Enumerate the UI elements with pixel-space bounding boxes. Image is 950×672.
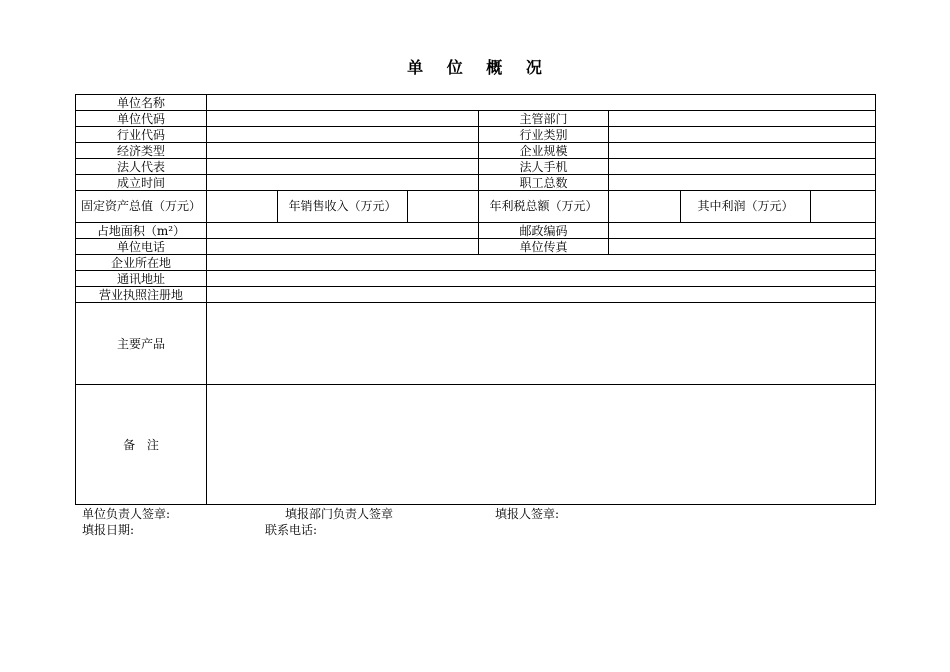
unit-name-field[interactable] <box>207 95 876 111</box>
main-products-field[interactable] <box>207 303 876 385</box>
annual-sales-label: 年销售收入（万元） <box>278 191 408 223</box>
legal-rep-field[interactable] <box>207 159 479 175</box>
license-address-field[interactable] <box>207 287 876 303</box>
page-title: 单 位 概 况 <box>407 58 543 77</box>
industry-type-field[interactable] <box>609 127 876 143</box>
unit-code-field[interactable] <box>207 111 479 127</box>
unit-head-sign-label: 单位负责人签章: <box>82 507 171 521</box>
unit-fax-label: 单位传真 <box>479 239 609 255</box>
supervisor-dept-label: 主管部门 <box>479 111 609 127</box>
mailing-address-label: 通讯地址 <box>76 271 207 287</box>
annual-sales-field[interactable] <box>408 191 479 223</box>
contact-phone-label: 联系电话: <box>265 523 318 537</box>
land-area-field[interactable] <box>207 223 479 239</box>
fixed-assets-field[interactable] <box>207 191 278 223</box>
mailing-address-field[interactable] <box>207 271 876 287</box>
filler-sign-label: 填报人签章: <box>495 507 560 521</box>
remarks-field[interactable] <box>207 385 876 505</box>
annual-profit-tax-label: 年利税总额（万元） <box>479 191 609 223</box>
unit-code-label: 单位代码 <box>76 111 207 127</box>
dept-head-sign-label: 填报部门负责人签章 <box>285 507 394 521</box>
unit-fax-field[interactable] <box>609 239 876 255</box>
land-area-label: 占地面积（m²） <box>76 223 207 239</box>
enterprise-scale-field[interactable] <box>609 143 876 159</box>
enterprise-scale-label: 企业规模 <box>479 143 609 159</box>
legal-phone-field[interactable] <box>609 159 876 175</box>
main-products-label: 主要产品 <box>76 303 207 385</box>
founded-time-field[interactable] <box>207 175 479 191</box>
unit-overview-form <box>75 94 876 505</box>
profit-of-which-field[interactable] <box>811 191 876 223</box>
unit-name-label: 单位名称 <box>76 95 207 111</box>
fixed-assets-label: 固定资产总值（万元） <box>76 191 207 223</box>
profit-of-which-label: 其中利润（万元） <box>681 191 811 223</box>
total-employees-label: 职工总数 <box>479 175 609 191</box>
annual-profit-tax-field[interactable] <box>609 191 681 223</box>
fill-date-label: 填报日期: <box>82 523 135 537</box>
industry-code-label: 行业代码 <box>76 127 207 143</box>
founded-time-label: 成立时间 <box>76 175 207 191</box>
enterprise-location-label: 企业所在地 <box>76 255 207 271</box>
postal-code-field[interactable] <box>609 223 876 239</box>
unit-phone-label: 单位电话 <box>76 239 207 255</box>
economic-type-label: 经济类型 <box>76 143 207 159</box>
unit-phone-field[interactable] <box>207 239 479 255</box>
industry-type-label: 行业类别 <box>479 127 609 143</box>
postal-code-label: 邮政编码 <box>479 223 609 239</box>
license-address-label: 营业执照注册地 <box>76 287 207 303</box>
legal-phone-label: 法人手机 <box>479 159 609 175</box>
remarks-label <box>76 385 207 505</box>
supervisor-dept-field[interactable] <box>609 111 876 127</box>
total-employees-field[interactable] <box>609 175 876 191</box>
industry-code-field[interactable] <box>207 127 479 143</box>
enterprise-location-field[interactable] <box>207 255 876 271</box>
remarks-label-text: 备 注 <box>123 437 159 452</box>
economic-type-field[interactable] <box>207 143 479 159</box>
legal-rep-label: 法人代表 <box>76 159 207 175</box>
